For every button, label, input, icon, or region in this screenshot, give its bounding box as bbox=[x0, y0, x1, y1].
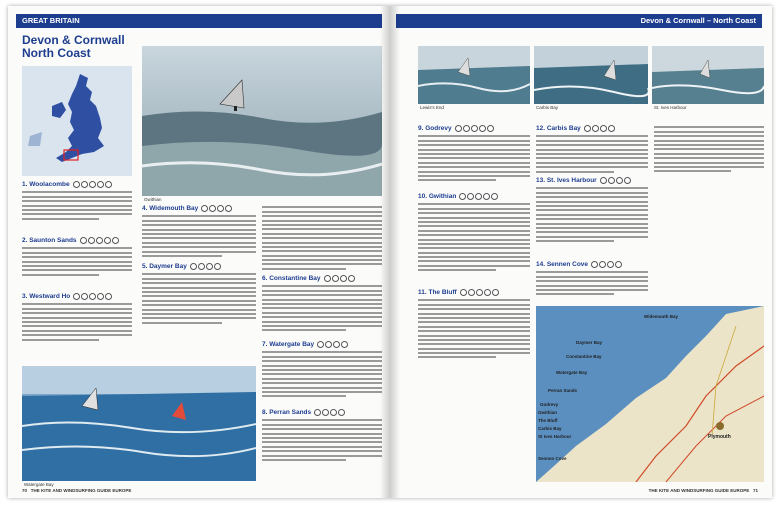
spot-carbis-bay bbox=[536, 124, 648, 173]
country-banner: GREAT BRITAIN bbox=[16, 14, 382, 28]
spot-description bbox=[418, 135, 530, 181]
page-title: Devon & Cornwall North Coast bbox=[22, 33, 125, 60]
photo-caption: Gwithian bbox=[144, 197, 162, 202]
spot-gwithian bbox=[418, 192, 530, 271]
photo-watergate-bay bbox=[22, 366, 256, 481]
spot-name: 12. Carbis Bay bbox=[536, 125, 581, 132]
book-title: THE KITE AND WINDSURFING GUIDE EUROPE bbox=[30, 488, 132, 493]
spot-description bbox=[142, 215, 256, 257]
book-title: THE KITE AND WINDSURFING GUIDE EUROPE bbox=[648, 488, 750, 493]
rating-icons bbox=[73, 181, 112, 188]
map-label: Carbis Bay bbox=[538, 426, 562, 431]
map-label: Watergate Bay bbox=[556, 370, 588, 375]
uk-locator-map bbox=[22, 66, 132, 176]
spot-widemouth-bay bbox=[142, 204, 256, 257]
photo-caption: Watergate Bay bbox=[24, 482, 54, 487]
rating-icons bbox=[80, 237, 119, 244]
spot-name: 4. Widemouth Bay bbox=[142, 205, 199, 212]
spot-name: 9. Godrevy bbox=[418, 125, 452, 132]
region-banner: Devon & Cornwall – North Coast bbox=[396, 14, 762, 28]
spot-constantine-bay bbox=[262, 274, 382, 331]
spot-saunton-sands bbox=[22, 236, 132, 276]
spot-continued-text bbox=[262, 204, 382, 270]
map-label: Constantine Bay bbox=[566, 354, 602, 359]
rating-icons bbox=[455, 125, 494, 132]
rating-icons bbox=[201, 205, 232, 212]
map-label: Plymouth bbox=[708, 434, 731, 440]
rating-icons bbox=[314, 409, 345, 416]
spot-name: 5. Daymer Bay bbox=[142, 263, 187, 270]
spot-st-ives-harbour bbox=[536, 176, 648, 242]
photo-st-ives-harbour bbox=[652, 46, 764, 104]
page-number: 70 bbox=[22, 488, 28, 493]
spot-description bbox=[262, 206, 382, 269]
spot-continued-text bbox=[654, 124, 764, 172]
rating-icons bbox=[459, 193, 498, 200]
map-label: Daymer Bay bbox=[576, 340, 603, 345]
rating-icons bbox=[190, 263, 221, 270]
spot-name: 2. Saunton Sands bbox=[22, 237, 77, 244]
photo-caption: St. Ives Harbour bbox=[654, 105, 687, 110]
photo-caption: Carbis Bay bbox=[536, 105, 559, 110]
spot-name: 11. The Bluff bbox=[418, 289, 457, 296]
spot-watergate-bay bbox=[262, 340, 382, 397]
rating-icons bbox=[460, 289, 499, 296]
map-label: Perran Sands bbox=[548, 388, 578, 393]
spot-description bbox=[142, 273, 256, 323]
spot-westward-ho bbox=[22, 292, 132, 341]
left-page bbox=[8, 6, 390, 498]
footer-left bbox=[22, 488, 131, 493]
spot-name: 8. Perran Sands bbox=[262, 409, 312, 416]
spot-name: 1. Woolacombe bbox=[22, 181, 70, 188]
map-label: Widemouth Bay bbox=[644, 314, 678, 319]
spot-description bbox=[536, 135, 648, 172]
spot-description bbox=[22, 247, 132, 275]
map-label: Sennen Cove bbox=[538, 456, 567, 461]
rating-icons bbox=[317, 341, 348, 348]
map-label: Godrevy bbox=[540, 402, 559, 407]
page-number: 71 bbox=[752, 488, 758, 493]
spot-description bbox=[262, 419, 382, 461]
spot-description bbox=[536, 271, 648, 295]
region-map bbox=[536, 306, 764, 482]
spot-description bbox=[536, 187, 648, 242]
book-gutter bbox=[380, 6, 400, 498]
rating-icons bbox=[591, 261, 622, 268]
map-label: Gwithian bbox=[538, 410, 557, 415]
spot-perran-sands bbox=[262, 408, 382, 461]
rating-icons bbox=[584, 125, 615, 132]
map-label: The Bluff bbox=[538, 418, 558, 423]
spot-name: 10. Gwithian bbox=[418, 193, 457, 200]
spot-name: 14. Sennen Cove bbox=[536, 261, 589, 268]
book-spread bbox=[8, 6, 772, 498]
spot-description bbox=[22, 303, 132, 340]
spot-sennen-cove bbox=[536, 260, 648, 295]
photo-gwithian bbox=[142, 46, 382, 196]
spot-daymer-bay bbox=[142, 262, 256, 324]
spot-name: 7. Watergate Bay bbox=[262, 341, 315, 348]
spot-description bbox=[22, 191, 132, 219]
rating-icons bbox=[73, 293, 112, 300]
spot-description bbox=[418, 203, 530, 271]
photo-caption: Lewis's End bbox=[420, 105, 444, 110]
footer-right bbox=[649, 488, 758, 493]
right-page bbox=[390, 6, 772, 498]
spot-description bbox=[262, 351, 382, 397]
spot-name: 6. Constantine Bay bbox=[262, 275, 321, 282]
spot-the-bluff bbox=[418, 288, 530, 358]
spot-description bbox=[262, 285, 382, 331]
spot-woolacombe bbox=[22, 180, 132, 220]
map-label: St Ives Harbour bbox=[538, 434, 572, 439]
rating-icons bbox=[324, 275, 355, 282]
spot-description bbox=[418, 299, 530, 358]
spot-godrevy bbox=[418, 124, 530, 181]
spot-name: 13. St. Ives Harbour bbox=[536, 177, 597, 184]
spot-description bbox=[654, 126, 764, 172]
photo-carbis-bay bbox=[534, 46, 648, 104]
rating-icons bbox=[600, 177, 631, 184]
spot-name: 3. Westward Ho bbox=[22, 293, 71, 300]
photo-lewis-end bbox=[418, 46, 530, 104]
